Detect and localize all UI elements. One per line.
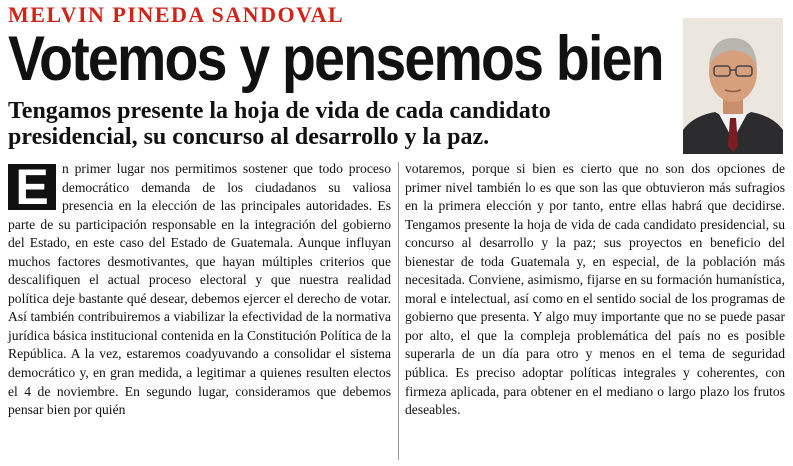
drop-cap: E [8, 164, 56, 210]
article-body-right: votaremos, porque si bien es cierto que no son dos opciones de primer nivel también lo es que son las que obtuvieron más sufragios en la primera elección y por tanto, entre ellas habrá que decidirse. Tengamos presente la hoja de vida de cada candidato presidencial, su concurso al desarrollo y la paz; sus proyectos en beneficio del bienestar de toda Guatemala y, en especial, de la población más necesitada. Conviene, asimismo, fijarse en su formación humanística, moral e intelectual, así como en el sentido social de los programas de gobierno que presenta. Y algo muy importante que no se puede pasar por alto, el que la compleja problemática del país no es posible superarla de un día para otro y menos en el tema de seguridad pública. Es preciso adoptar políticas integrales y coherentes, con firmeza aplicada, para obtener en el mediano o largo plazo los frutos deseables. [405, 161, 785, 418]
article-column-left [8, 160, 391, 420]
headline: Votemos y pensemos bien [8, 24, 663, 94]
author-photo [683, 18, 783, 154]
article-body-left: n primer lugar nos permitimos sostener que todo proceso democrático demanda de los ciudadanos su valiosa presencia en la elección de las principales autoridades. Es parte de su participación responsable en la integración del gobierno del Estado, en este caso del Estado de Guatemala. Aunque influyan muchos factores desmotivantes, que hayan múltiples criterios que descalifiquen el actual proceso electoral y que nuestra realidad política deje bastante qué desear, debemos ejercer el derecho de votar. Así también contribuiremos a viabilizar la efectividad de la normativa jurídica básica institucional contenida en la Constitución Política de la República. A la vez, estaremos coadyuvando a consolidar el sistema democrático y, en gran medida, a legitimar a quienes resulten electos el 4 de noviembre. En segundo lugar, consideramos que debemos pensar bien por quién [8, 161, 391, 418]
author-portrait-image [683, 18, 783, 154]
subheadline: Tengamos presente la hoja de vida de cada candidato presidencial, su concurso al desarrollo y la paz. [8, 98, 551, 150]
author-byline: MELVIN PINEDA SANDOVAL [8, 2, 345, 27]
column-divider [398, 162, 399, 460]
article-column-right [405, 160, 785, 420]
